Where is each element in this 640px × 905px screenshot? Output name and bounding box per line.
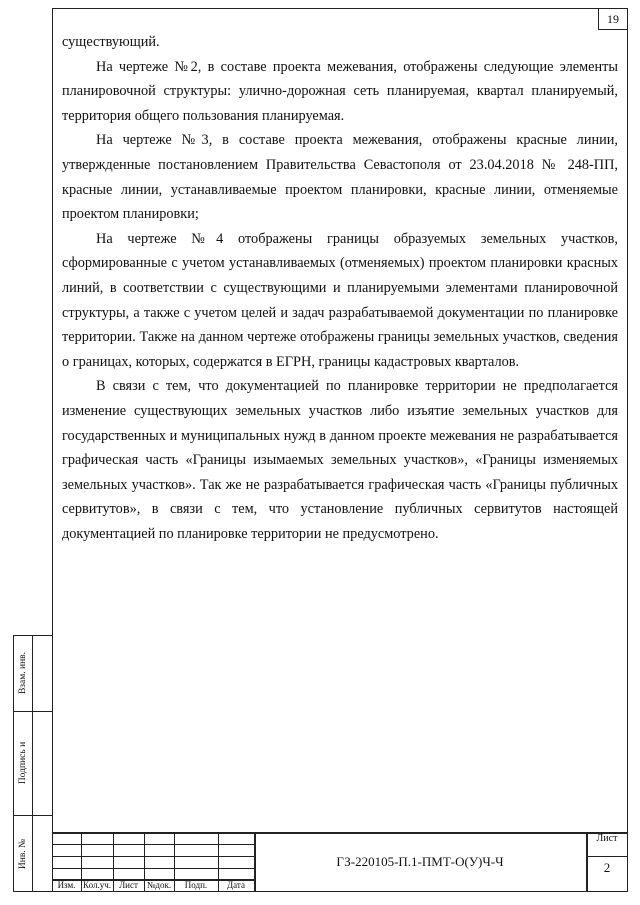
paragraph-3: На чертеже №3, в составе проекта межевания, отображены красные линии, утвержденные постановлением Правительства Севастополя от 23.04.2018 № 248-ПП, красные линии, устанавливаемые проектом планировки, красные линии, отменяемые проектом планировки; [62,132,618,223]
col-podp: Подп. [184,880,208,890]
sheet-caption: Лист [596,833,618,844]
title-block-row-line [52,868,254,869]
col-ndok: №док. [146,880,172,890]
title-block [52,832,628,892]
side-label-podpis: Подпись и [18,741,29,785]
col-list: Лист [119,880,138,890]
document-code: ГЗ-220105-П.1-ПМТ-О(У)Ч-Ч [336,854,504,869]
col-kol-uch: Кол.уч. [83,880,111,890]
col-izm: Изм. [57,880,76,890]
title-block-row-line [52,856,254,857]
page-number: 19 [598,8,628,30]
paragraph-1: существующий. [62,34,160,50]
title-block-sheet-line [586,856,628,857]
title-block-row-line [52,844,254,845]
sheet-number: 2 [603,860,611,875]
side-stamp [13,635,52,892]
paragraph-2: На чертеже №2, в составе проекта межевания, отображены следующие элементы планировочной структуры: улично-дорожная сеть планируемая, квартал планируемый, территория общего пользования планируемая. [62,58,618,124]
paragraph-5: В связи с тем, что документацией по планировке территории не предполагается изменение существующих земельных участков либо изъятие земельных участков для государственных и муниципальных нужд в данном проекте межевания не разрабатывается графическая часть «Границы изымаемых земельных участков», «Границы изменяемых земельных участков». Так же не разрабатывается графическая часть «Границы публичных сервитутов», в связи с тем, что установление публичных сервитутов настоящей документацией по планировке территории не предусмотрено. [62,378,618,542]
paragraph-4: На чертеже №4 отображены границы образуемых земельных участков, сформированные с учетом устанавливаемых (отменяемых) проектом планировки красных линий, в соответствии с существующими и планируемыми элементами планировочной структуры, а также с учетом целей и задач разрабатываемой документации по планировке территории. Также на данном чертеже отображены границы земельных участков, сведения о границах, которых, содержатся в ЕГРН, границы кадастровых кварталов. [62,230,618,370]
side-label-inv: Инв. № [18,838,28,869]
side-label-vzam: Взам. инв. [18,651,29,695]
side-stamp-value-column [32,635,53,892]
document-body [62,30,618,546]
col-data: Дата [227,880,245,890]
